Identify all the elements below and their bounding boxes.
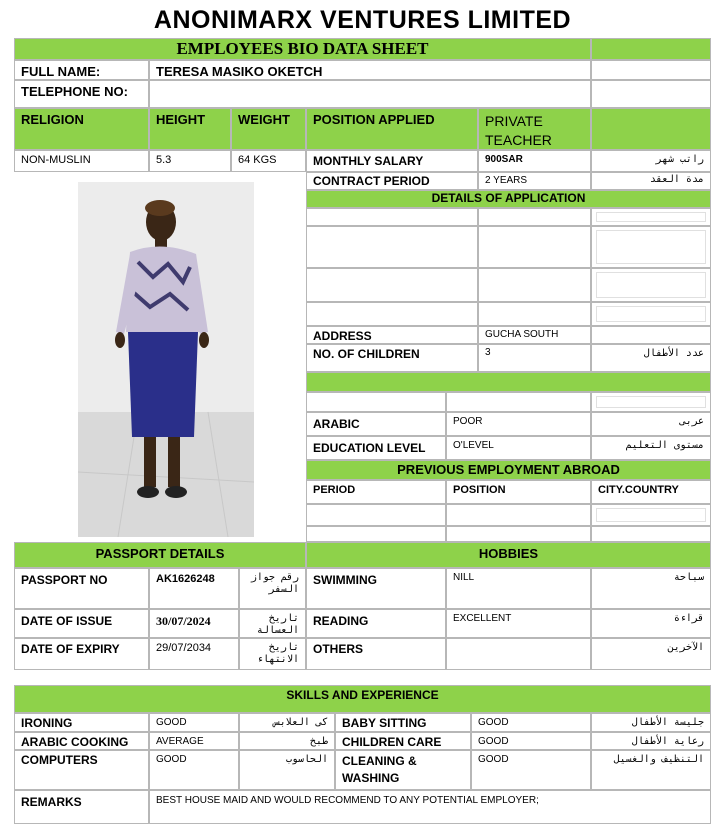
prev-blank-2b — [446, 526, 591, 542]
app-blank-5a — [306, 392, 446, 412]
person-silhouette-icon — [78, 182, 254, 537]
passport-details-header: PASSPORT DETAILS — [14, 542, 306, 568]
swimming-arabic: سباحة — [591, 568, 711, 609]
arabic-arabic: عربى — [591, 412, 711, 436]
position-applied-side — [591, 108, 711, 150]
children-label: NO. OF CHILDREN — [306, 344, 478, 372]
telephone-side — [591, 80, 711, 108]
reading-value: EXCELLENT — [446, 609, 591, 638]
full-name-label: FULL NAME: — [14, 60, 149, 80]
height-value: 5.3 — [149, 150, 231, 172]
swimming-label: SWIMMING — [306, 568, 446, 609]
prev-blank-2c — [591, 526, 711, 542]
weight-label: WEIGHT — [231, 108, 306, 150]
children-value: 3 — [478, 344, 591, 372]
app-blank-2c — [591, 226, 711, 268]
others-arabic: الآخرين — [591, 638, 711, 670]
passport-no-arabic: رقم جواز السفر — [239, 568, 306, 609]
app-blank-3c — [591, 268, 711, 302]
issue-date-value: 30/07/2024 — [149, 609, 239, 638]
city-country-label: CITY.COUNTRY — [591, 480, 711, 504]
children-care-label: CHILDREN CARE — [335, 732, 471, 750]
weight-value: 64 KGS — [231, 150, 306, 172]
address-label: ADDRESS — [306, 326, 478, 344]
monthly-salary-label: MONTHLY SALARY — [306, 150, 478, 172]
app-blank-2b — [478, 226, 591, 268]
app-blank-1c — [591, 208, 711, 226]
period-label: PERIOD — [306, 480, 446, 504]
company-name: ANONIMARX VENTURES LIMITED — [153, 6, 572, 34]
prev-blank-2a — [306, 526, 446, 542]
issue-date-label: DATE OF ISSUE — [14, 609, 149, 638]
sheet-title: EMPLOYEES BIO DATA SHEET — [14, 38, 591, 60]
remarks-value: BEST HOUSE MAID AND WOULD RECOMMEND TO ANY POTENTIAL EMPLOYER; — [149, 790, 711, 824]
app-blank-5c — [591, 392, 711, 412]
address-value: GUCHA SOUTH — [478, 326, 591, 344]
app-green-divider — [306, 372, 711, 392]
computers-arabic: الحاسوب — [239, 750, 335, 790]
app-blank-3a — [306, 268, 478, 302]
education-arabic: مستوى التعليم — [591, 436, 711, 460]
previous-employment-header: PREVIOUS EMPLOYMENT ABROAD — [306, 460, 711, 480]
computers-value: GOOD — [149, 750, 239, 790]
baby-sitting-value: GOOD — [471, 713, 591, 732]
prev-position-label: POSITION — [446, 480, 591, 504]
passport-no-value: AK1626248 — [149, 568, 239, 609]
app-blank-2a — [306, 226, 478, 268]
reading-label: READING — [306, 609, 446, 638]
app-blank-1a — [306, 208, 478, 226]
others-value — [446, 638, 591, 670]
baby-sitting-arabic: جليسة الأطفال — [591, 713, 711, 732]
contract-period-arabic: مدة العقد — [591, 172, 711, 190]
full-name-value: TERESA MASIKO OKETCH — [149, 60, 591, 80]
app-blank-4a — [306, 302, 478, 326]
children-arabic: عدد الأطفال — [591, 344, 711, 372]
arabic-value: POOR — [446, 412, 591, 436]
address-side — [591, 326, 711, 344]
issue-date-arabic: تاريخ العسالة — [239, 609, 306, 638]
position-applied-value: PRIVATE TEACHER — [478, 108, 591, 150]
employee-photo — [78, 182, 254, 537]
others-label: OTHERS — [306, 638, 446, 670]
sheet-title-side — [591, 38, 711, 60]
baby-sitting-label: BABY SITTING — [335, 713, 471, 732]
cleaning-washing-value: GOOD — [471, 750, 591, 790]
swimming-value: NILL — [446, 568, 591, 609]
monthly-salary-value: 900SAR — [478, 150, 591, 172]
monthly-salary-arabic: راتب شهر — [591, 150, 711, 172]
height-label: HEIGHT — [149, 108, 231, 150]
app-blank-3b — [478, 268, 591, 302]
app-blank-4b — [478, 302, 591, 326]
hobbies-header: HOBBIES — [306, 542, 711, 568]
remarks-label: REMARKS — [14, 790, 149, 824]
expiry-date-arabic: تاريخ الانتهاء — [239, 638, 306, 670]
prev-blank-1b — [446, 504, 591, 526]
app-blank-5b — [446, 392, 591, 412]
full-name-side — [591, 60, 711, 80]
reading-arabic: قراءة — [591, 609, 711, 638]
details-of-application-header: DETAILS OF APPLICATION — [306, 190, 711, 208]
cleaning-washing-label: CLEANING & WASHING — [335, 750, 471, 790]
position-applied-label: POSITION APPLIED — [306, 108, 478, 150]
education-value: O'LEVEL — [446, 436, 591, 460]
ironing-arabic: كى العلابس — [239, 713, 335, 732]
children-care-value: GOOD — [471, 732, 591, 750]
education-label: EDUCATION LEVEL — [306, 436, 446, 460]
prev-blank-1c — [591, 504, 711, 526]
telephone-value — [149, 80, 591, 108]
computers-label: COMPUTERS — [14, 750, 149, 790]
skills-header: SKILLS AND EXPERIENCE — [14, 685, 711, 713]
arabic-cooking-value: AVERAGE — [149, 732, 239, 750]
ironing-label: IRONING — [14, 713, 149, 732]
ironing-value: GOOD — [149, 713, 239, 732]
cleaning-washing-arabic: التنظيف والغسيل — [591, 750, 711, 790]
arabic-label: ARABIC — [306, 412, 446, 436]
prev-blank-1a — [306, 504, 446, 526]
contract-period-label: CONTRACT PERIOD — [306, 172, 478, 190]
expiry-date-value: 29/07/2034 — [149, 638, 239, 670]
passport-no-label: PASSPORT NO — [14, 568, 149, 609]
arabic-cooking-arabic: طبخ — [239, 732, 335, 750]
arabic-cooking-label: ARABIC COOKING — [14, 732, 149, 750]
children-care-arabic: رعاية الأطفال — [591, 732, 711, 750]
app-blank-1b — [478, 208, 591, 226]
religion-value: NON-MUSLIN — [14, 150, 149, 172]
telephone-label: TELEPHONE NO: — [14, 80, 149, 108]
religion-label: RELIGION — [14, 108, 149, 150]
expiry-date-label: DATE OF EXPIRY — [14, 638, 149, 670]
app-blank-4c — [591, 302, 711, 326]
contract-period-value: 2 YEARS — [478, 172, 591, 190]
